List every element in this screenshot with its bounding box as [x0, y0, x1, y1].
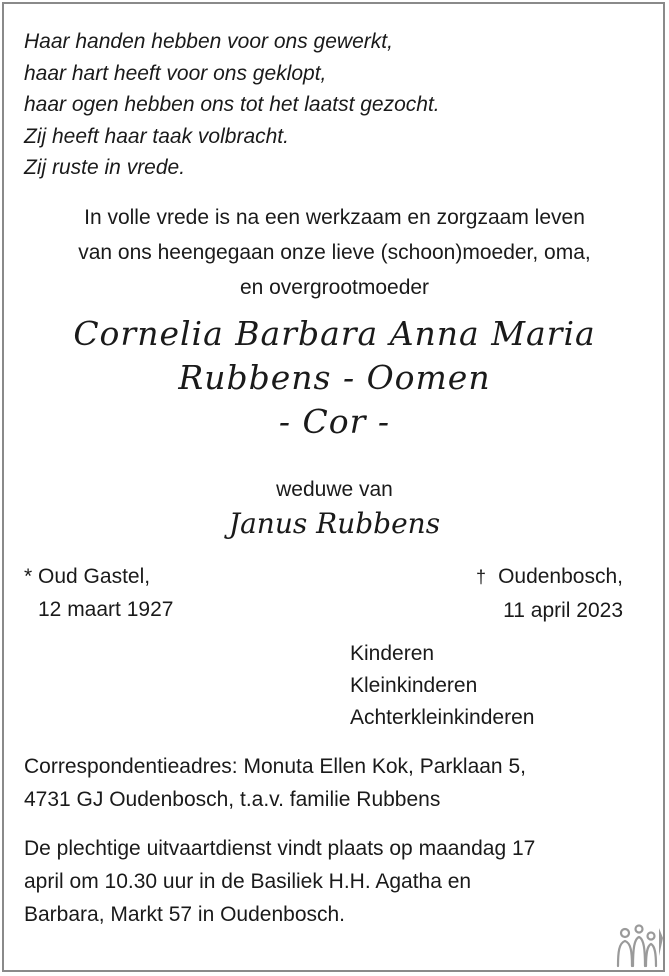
- intro-text: [0, 200, 669, 305]
- family-item: Kinderen: [350, 642, 435, 665]
- family-item: Achterkleinkinderen: [350, 706, 535, 729]
- poem: [24, 26, 440, 184]
- birth-symbol: *: [24, 565, 33, 588]
- death-date: 11 april 2023: [503, 599, 623, 622]
- poem-line: haar ogen hebben ons tot het laatst gezocht.: [24, 93, 440, 116]
- service-line: De plechtige uitvaartdienst vindt plaats op maandag 17: [24, 837, 536, 860]
- widow-label: weduwe van: [276, 478, 393, 501]
- death-place: Oudenbosch,: [498, 565, 623, 588]
- funeral-service-info: [24, 832, 535, 931]
- birth-info: [24, 560, 173, 626]
- birth-date: 12 maart 1927: [38, 598, 174, 621]
- poem-line: Zij ruste in vrede.: [24, 156, 186, 179]
- deceased-given-names: Cornelia Barbara Anna Maria: [73, 314, 596, 353]
- service-line: Barbara, Markt 57 in Oudenbosch.: [24, 903, 346, 926]
- poem-line: Haar handen hebben voor ons gewerkt,: [24, 30, 393, 53]
- poem-line: Zij heeft haar taak volbracht.: [24, 124, 289, 148]
- cross-icon: †: [476, 567, 487, 587]
- deceased-nickname: - Cor -: [278, 402, 391, 441]
- poem-line: haar hart heeft voor ons geklopt,: [24, 61, 327, 85]
- family-item: Kleinkinderen: [350, 674, 478, 697]
- correspondence-line: 4731 GJ Oudenbosch, t.a.v. familie Rubbens: [24, 788, 441, 811]
- intro-line: en overgrootmoeder: [239, 276, 430, 299]
- family-list: [350, 638, 534, 734]
- birth-place: Oud Gastel,: [38, 565, 151, 588]
- service-line: april om 10.30 uur in de Basiliek H.H. Agatha en: [24, 870, 472, 893]
- deceased-surname: Rubbens - Oomen: [178, 358, 491, 397]
- intro-line: van ons heengegaan onze lieve (schoon)moeder, oma,: [78, 241, 591, 264]
- death-info: [476, 560, 623, 627]
- deceased-name: [0, 312, 669, 444]
- correspondence-line: Correspondentieadres: Monuta Ellen Kok, Parklaan 5,: [24, 755, 526, 778]
- intro-line: In volle vrede is na een werkzaam en zorgzaam leven: [84, 206, 585, 229]
- husband-name: Janus Rubbens: [228, 507, 441, 540]
- family-figures-logo-icon: [609, 916, 667, 970]
- correspondence-address: [24, 750, 526, 816]
